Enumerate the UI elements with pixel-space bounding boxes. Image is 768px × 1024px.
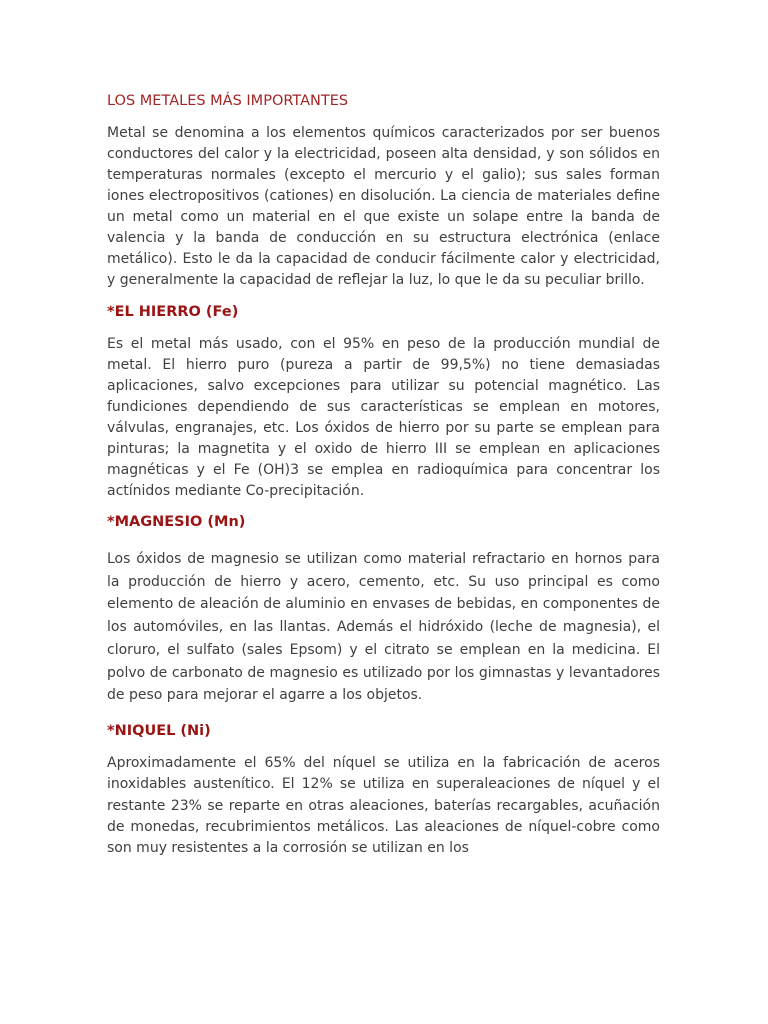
section-body-magnesio: Los óxidos de magnesio se utilizan como material refractario en hornos para la producción de hierro y acero, cemento, etc. Su uso principal es como elemento de aleación de aluminio en envases de bebidas, en componentes de los automóviles, en las llantas. Además el hidróxido (leche de magnesia), el cloruro, el sulfato (sales Epsom) y el citrato se emplean en la medicina. El polvo de carbonato de magnesio es utilizado por los gimnastas y levantadores de peso para mejorar el agarre a los objetos. [107,551,660,704]
document-content [107,91,660,859]
section-body-niquel: Aproximadamente el 65% del níquel se utiliza en la fabricación de aceros inoxidables austenítico. El 12% se utiliza en superaleaciones de níquel y el restante 23% se reparte en otras aleaciones, baterías recargables, acuñación de monedas, recubrimientos metálicos. Las aleaciones de níquel-cobre como son muy resistentes a la corrosión se utilizan en los [107,754,660,857]
section-body-hierro: Es el metal más usado, con el 95% en peso de la producción mundial de metal. El hierro puro (pureza a partir de 99,5%) no tiene demasiadas aplicaciones, salvo excepciones para utilizar su potencial magnético. Las fundiciones dependiendo de sus características se emplean en motores, válvulas, engranajes, etc. Los óxidos de hierro por su parte se emplean para pinturas; la magnetita y el oxido de hierro III se emplean en aplicaciones magnéticas y el Fe (OH)3 se emplea en radioquímica para concentrar los actínidos mediante Co-precipitación. [107,336,660,499]
section-heading-niquel: *NIQUEL (Ni) [107,722,211,739]
section-heading-magnesio: *MAGNESIO (Mn) [107,514,246,530]
document-title: LOS METALES MÁS IMPORTANTES [107,93,349,109]
intro-paragraph: Metal se denomina a los elementos químicos caracterizados por ser buenos conductores del calor y la electricidad, poseen alta densidad, y son sólidos en temperaturas normales (excepto el mercurio y el galio); sus sales forman iones electropositivos (cationes) en disolución. La ciencia de materiales define un metal como un material en el que existe un solape entre la banda de valencia y la banda de conducción en su estructura electrónica (enlace metálico). Esto le da la capacidad de conducir fácilmente calor y electricidad, y generalmente la capacidad de reflejar la luz, lo que le da su peculiar brillo. [107,125,660,288]
section-heading-hierro: *EL HIERRO (Fe) [107,304,239,320]
